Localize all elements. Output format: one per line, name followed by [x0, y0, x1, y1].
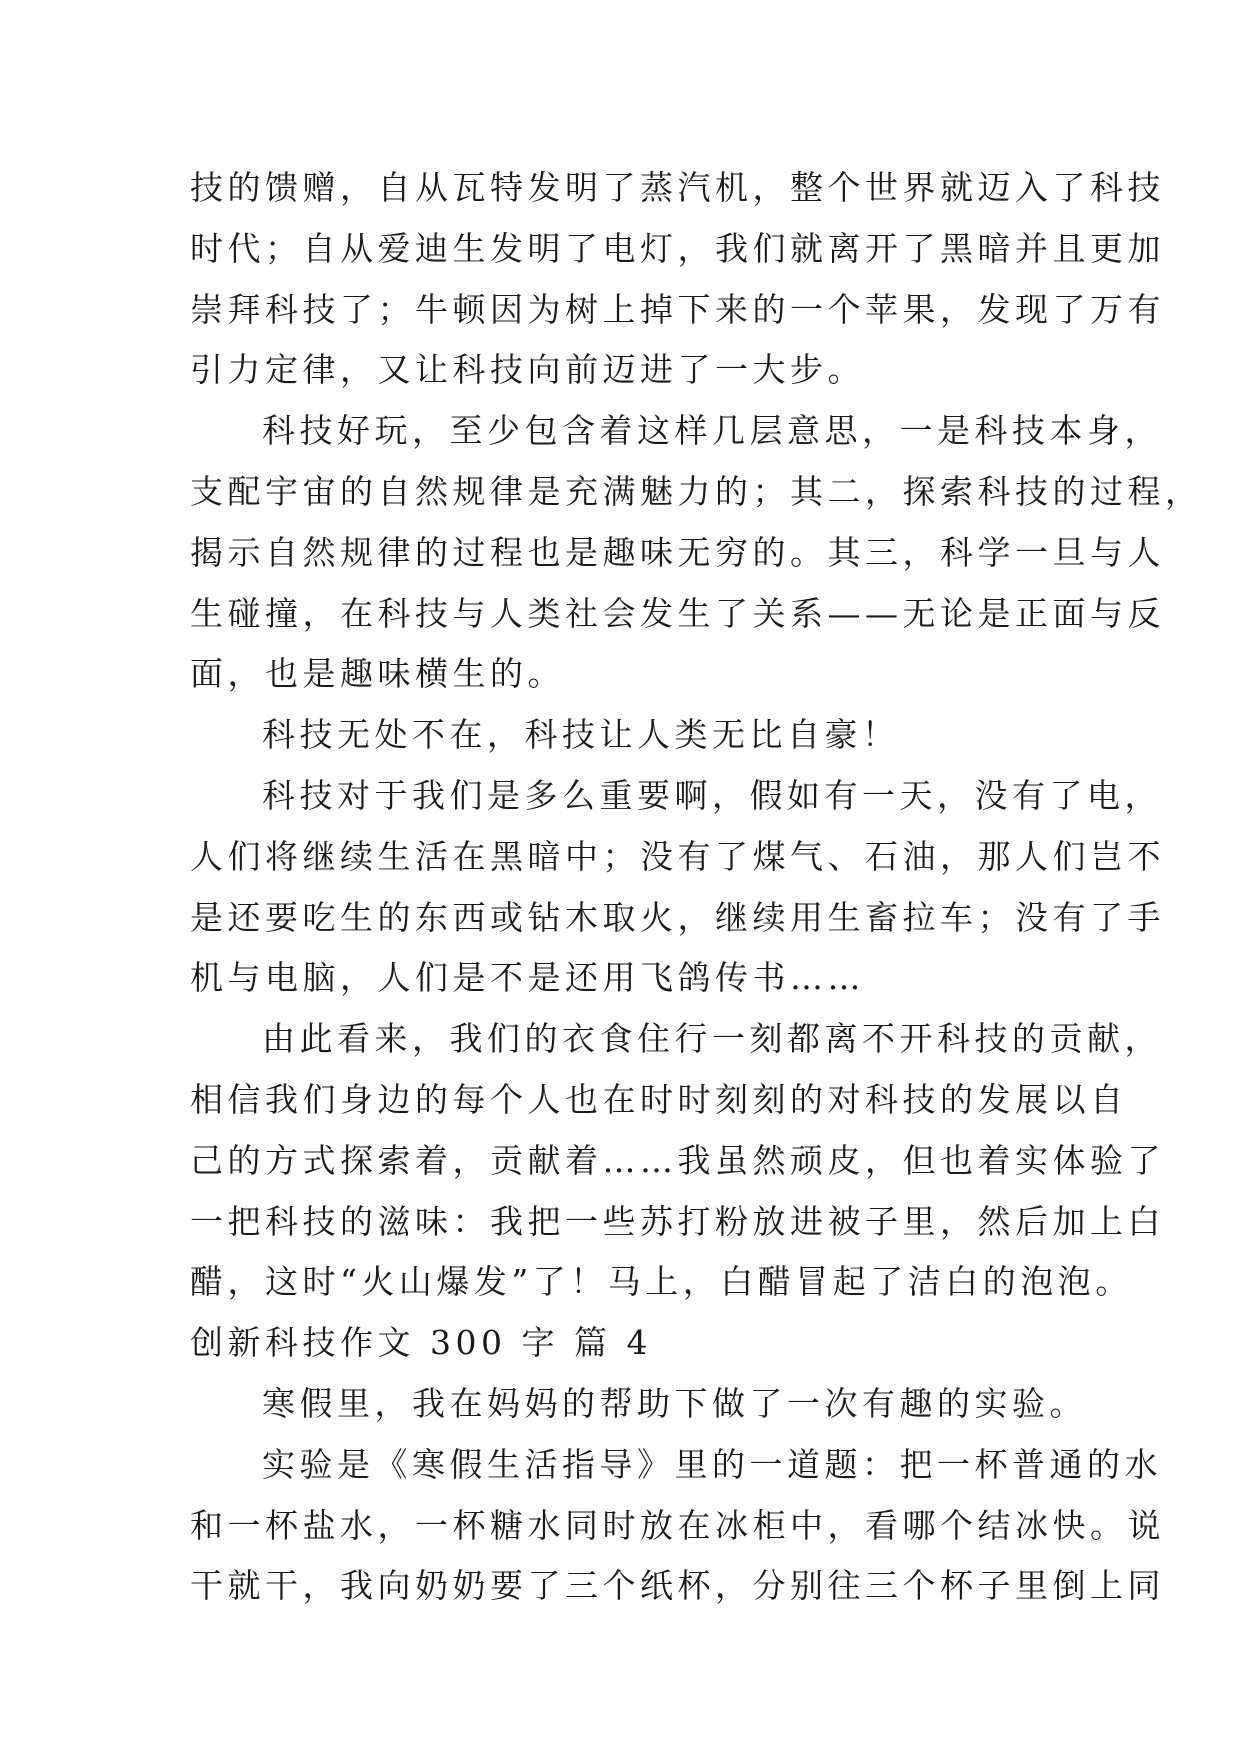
- text-line: 引力定律，又让科技向前迈进了一大步。: [190, 350, 865, 390]
- text-line: 崇拜科技了；牛顿因为树上掉下来的一个苹果，发现了万有: [190, 289, 1165, 329]
- paragraph-first-line: 科技对于我们是多么重要啊，假如有一天，没有了电，: [262, 775, 1162, 815]
- text-line: 己的方式探索着，贡献着……我虽然顽皮，但也着实体验了: [190, 1140, 1165, 1180]
- text-line: 时代；自从爱迪生发明了电灯，我们就离开了黑暗并且更加: [190, 228, 1165, 268]
- document-body: [190, 158, 1203, 1617]
- text-line: 技的馈赠，自从瓦特发明了蒸汽机，整个世界就迈入了科技: [190, 168, 1165, 207]
- text-line: 揭示自然规律的过程也是趣味无穷的。其三，科学一旦与人: [190, 532, 1165, 572]
- text-line: 醋，这时“火山爆发”了！马上，白醋冒起了洁白的泡泡。: [190, 1262, 1133, 1302]
- text-line: 生碰撞，在科技与人类社会发生了关系——无论是正面与反: [190, 593, 1165, 633]
- paragraph-first-line: 实验是《寒假生活指导》里的一道题：把一杯普通的水: [262, 1444, 1162, 1484]
- paragraph-first-line: 科技无处不在，科技让人类无比自豪！: [262, 715, 900, 755]
- text-line: 支配宇宙的自然规律是充满魅力的；其二，探索科技的过程，: [190, 471, 1203, 511]
- text-line: 面，也是趣味横生的。: [190, 654, 565, 694]
- text-line: 干就干，我向奶奶要了三个纸杯，分别往三个杯子里倒上同: [190, 1566, 1165, 1606]
- text-line: 是还要吃生的东西或钻木取火，继续用生畜拉车；没有了手: [190, 897, 1165, 937]
- text-line: 一把科技的滋味：我把一些苏打粉放进被子里，然后加上白: [190, 1201, 1165, 1241]
- text-line: 和一杯盐水，一杯糖水同时放在冰柜中，看哪个结冰快。说: [190, 1505, 1165, 1545]
- paragraph-first-line: 由此看来，我们的衣食住行一刻都离不开科技的贡献，: [262, 1019, 1162, 1059]
- paragraph-first-line: 寒假里，我在妈妈的帮助下做了一次有趣的实验。: [262, 1383, 1087, 1423]
- text-line: 人们将继续生活在黑暗中；没有了煤气、石油，那人们岂不: [190, 836, 1165, 876]
- paragraph-first-line: 科技好玩，至少包含着这样几层意思，一是科技本身，: [262, 411, 1162, 451]
- section-heading: 创新科技作文 300 字 篇 4: [190, 1323, 652, 1363]
- text-line: 相信我们身边的每个人也在时时刻刻的对科技的发展以自: [190, 1079, 1128, 1119]
- text-line: 机与电脑，人们是不是还用飞鸽传书……: [190, 958, 865, 998]
